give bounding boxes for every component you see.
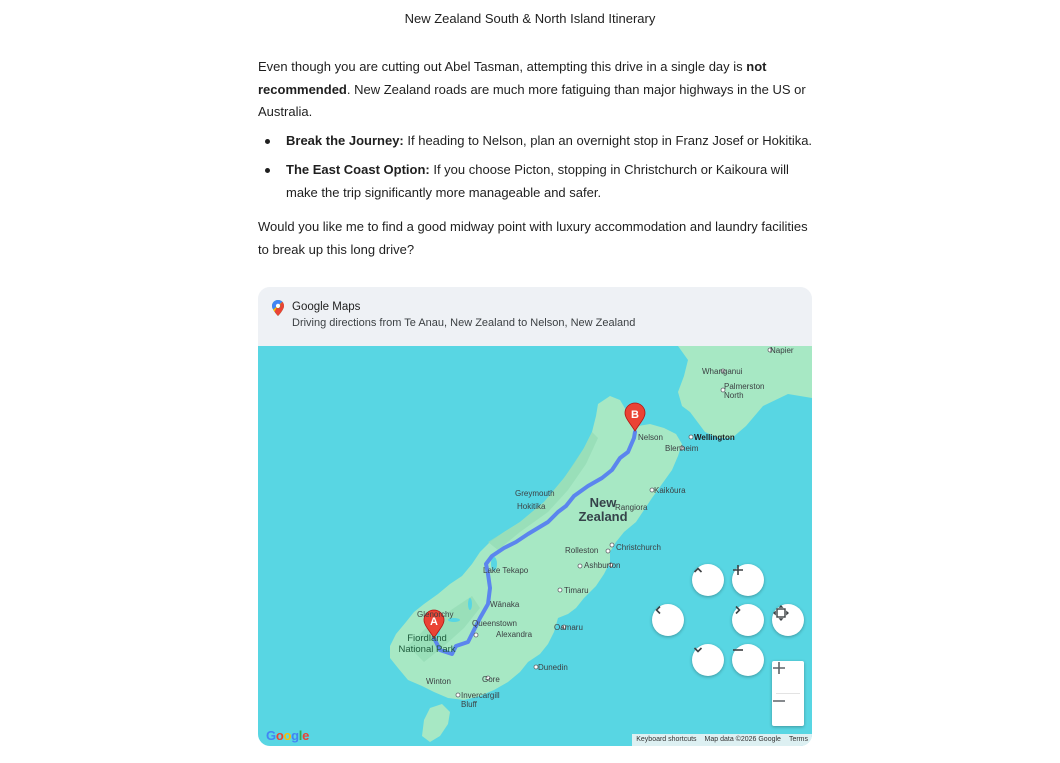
zoom-out-button[interactable] <box>732 644 764 676</box>
google-logo-letter: l <box>298 728 303 743</box>
fullscreen-button[interactable] <box>772 604 804 636</box>
google-logo-letter: g <box>291 728 299 743</box>
paragraph-question: Would you like me to find a good midway point with luxury accommodation and laundry facilities to break up this long drive? <box>258 219 808 257</box>
google-maps-card[interactable] <box>258 287 812 746</box>
assistant-message <box>258 56 818 261</box>
google-logo-letter: o <box>283 728 292 743</box>
list-item: The East Coast Option: If you choose Picton, stopping in Christchurch or Kaikoura will make the trip significantly more manageable and safer. <box>258 159 818 204</box>
marker-a-label: A <box>430 616 438 628</box>
tips-list <box>258 130 818 205</box>
minus-icon <box>772 694 786 708</box>
google-logo-letter: e <box>302 728 310 743</box>
page-title: New Zealand South & North Island Itinerary <box>404 11 656 26</box>
map-label: Palmerston North <box>724 382 765 400</box>
map-attribution <box>632 734 812 746</box>
chevron-right-icon <box>732 604 744 616</box>
stewart-island-land <box>422 704 450 742</box>
map-label: Nelson <box>638 433 663 442</box>
map-label: Bluff <box>461 700 477 709</box>
country-label: New Zealand <box>578 495 628 524</box>
chevron-down-icon <box>692 644 704 656</box>
paragraph-warning: Even though you are cutting out Abel Tasman, attempting this drive in a single day is not recommended. New Zealand roads are much more fatiguing than major highways in the US or Australia. <box>258 59 806 119</box>
map-label: Winton <box>426 677 451 686</box>
zoom-in-square-button[interactable] <box>772 661 804 693</box>
map-label: Rangiora <box>615 503 648 512</box>
google-logo <box>266 728 309 743</box>
map-label: Rolleston <box>565 546 599 555</box>
map-label: Napier <box>770 346 794 355</box>
zoom-out-square-button[interactable] <box>772 694 804 726</box>
map-card-header[interactable] <box>258 287 812 346</box>
map-label: Wānaka <box>490 600 520 609</box>
chevron-up-icon <box>692 564 704 576</box>
google-maps-pin-icon <box>272 300 284 316</box>
chevron-left-icon <box>652 604 664 616</box>
zoom-in-button[interactable] <box>732 564 764 596</box>
map-label: Timaru <box>564 586 589 595</box>
pan-left-button[interactable] <box>652 604 684 636</box>
terms-link[interactable]: Terms <box>785 734 812 746</box>
pan-down-button[interactable] <box>692 644 724 676</box>
move-arrows-icon <box>772 604 790 622</box>
map-label: Whanganui <box>702 367 743 376</box>
list-item: Break the Journey: If heading to Nelson, plan an overnight stop in Franz Josef or Hokitika. <box>258 130 818 153</box>
map-label: Glenorchy <box>417 610 454 619</box>
pan-right-button[interactable] <box>732 604 764 636</box>
plus-icon <box>732 564 744 576</box>
plus-icon <box>772 661 786 675</box>
map-label: Wellington <box>694 433 735 442</box>
map-label: Blenheim <box>665 444 699 453</box>
keyboard-shortcuts-link[interactable]: Keyboard shortcuts <box>632 734 700 746</box>
map-subtitle: Driving directions from Te Anau, New Zealand to Nelson, New Zealand <box>292 317 636 329</box>
map-label: Alexandra <box>496 630 533 639</box>
marker-b-label: B <box>631 409 639 421</box>
map-graphic <box>258 346 812 746</box>
zoom-control <box>772 661 804 726</box>
map-canvas[interactable] <box>258 346 812 746</box>
map-data-text: Map data ©2026 Google <box>701 734 785 746</box>
map-label: Queenstown <box>472 619 517 628</box>
bold-not-recommended: not recommended <box>258 59 767 97</box>
map-label: Dunedin <box>538 663 568 672</box>
map-label: Christchurch <box>616 543 661 552</box>
map-label: Oamaru <box>554 623 583 632</box>
map-label: Gore <box>482 675 500 684</box>
map-label: Invercargill <box>461 691 500 700</box>
google-logo-letter: o <box>275 728 284 743</box>
park-label: Fiordland National Park <box>398 633 456 655</box>
pan-up-button[interactable] <box>692 564 724 596</box>
map-label: Greymouth <box>515 489 555 498</box>
map-app-name: Google Maps <box>292 301 361 313</box>
minus-icon <box>732 644 744 656</box>
map-label: Ashburton <box>584 561 621 570</box>
map-label: Kaikōura <box>654 486 686 495</box>
map-label: Lake Tekapo <box>483 566 529 575</box>
google-logo-letter: G <box>266 728 276 743</box>
map-label: Hokitika <box>517 502 546 511</box>
